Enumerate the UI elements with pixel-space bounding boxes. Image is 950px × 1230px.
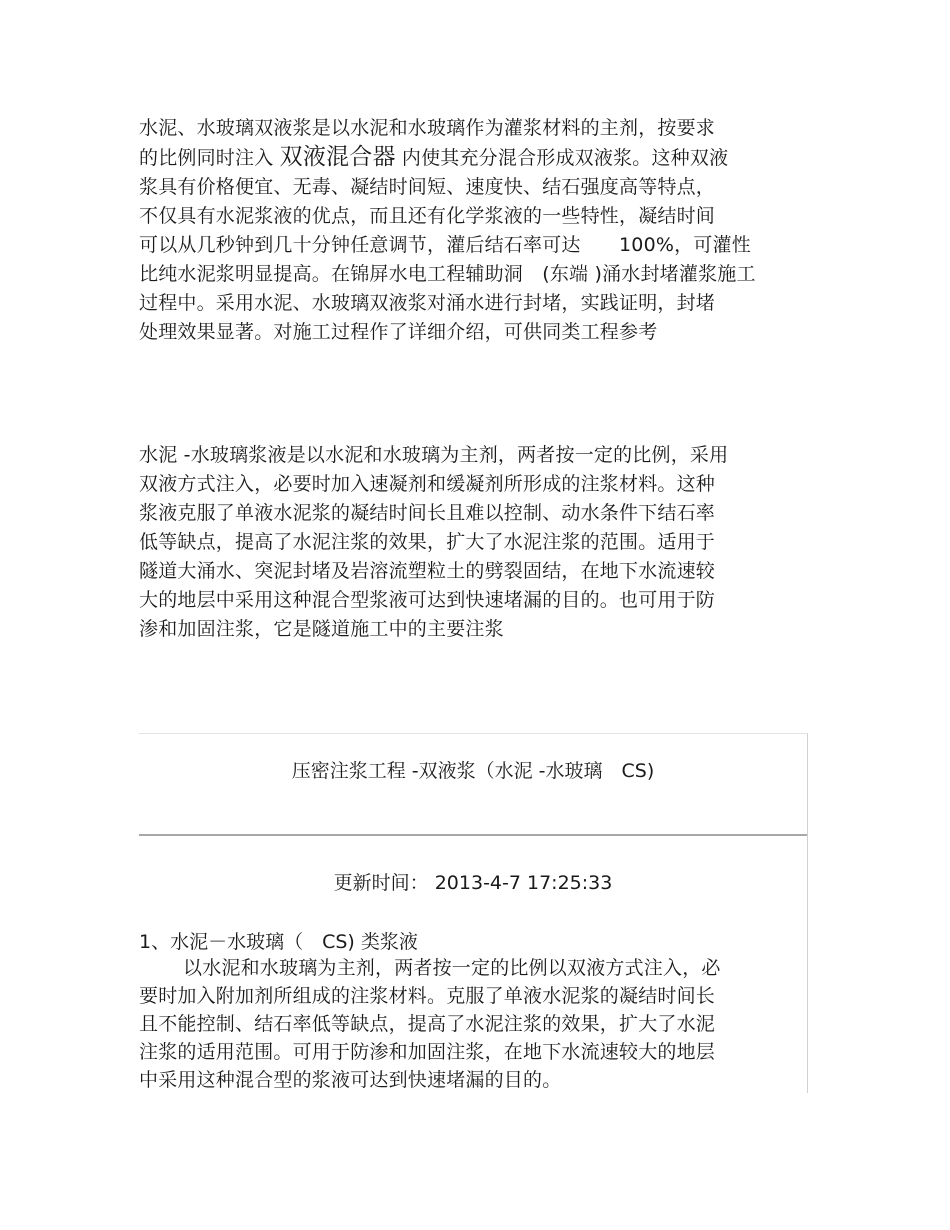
text-line: 要时加入附加剂所组成的注浆材料。克服了单液水泥浆的凝结时间长 [139, 985, 716, 1007]
text-line: 以水泥和水玻璃为主剂，两者按一定的比例以双液方式注入，必 [183, 957, 721, 979]
text-line: 处理效果显著。对施工过程作了详细介绍，可供同类工程参考 [139, 321, 658, 343]
text-line: 浆具有价格便宜、无毒、凝结时间短、速度快、结石强度高等特点， [139, 176, 716, 198]
text-line: 可以从几秒钟到几十分钟任意调节，灌后结石率可达 100%，可灌性 [139, 234, 751, 256]
text-line: 低等缺点，提高了水泥注浆的效果，扩大了水泥注浆的范围。适用于 [139, 531, 716, 553]
update-time-row [139, 868, 807, 898]
text-line: 大的地层中采用这种混合型浆液可达到快速堵漏的目的。也可用于防 [139, 589, 716, 611]
text-line: 注浆的适用范围。可用于防渗和加固注浆，在地下水流速较大的地层 [139, 1041, 716, 1063]
text-line: 水泥、水玻璃双液浆是以水泥和水玻璃作为灌浆材料的主剂，按要求 [139, 117, 716, 139]
second-paragraph [139, 441, 728, 644]
section-body [139, 954, 721, 1094]
text-line: 中采用这种混合型的浆液可达到快速堵漏的目的。 [139, 1069, 562, 1091]
intro-paragraph [139, 114, 756, 347]
text-line: 浆液克服了单液水泥浆的凝结时间长且难以控制、动水条件下结石率 [139, 502, 716, 524]
title-divider [139, 834, 807, 836]
section-heading: 1、水泥－水玻璃（ CS) 类浆液 [139, 931, 418, 953]
text-line: 渗和加固注浆，它是隧道施工中的主要注浆 [139, 618, 504, 640]
text-line: 双液方式注入，必要时加入速凝剂和缓凝剂所形成的注浆材料。这种 [139, 473, 716, 495]
text-line [139, 143, 756, 173]
text-line: 且不能控制、结石率低等缺点，提高了水泥注浆的效果，扩大了水泥 [139, 1013, 716, 1035]
text-line: 过程中。采用水泥、水玻璃双液浆对涌水进行封堵，实践证明，封堵 [139, 292, 716, 314]
article-box [139, 733, 808, 1093]
text-line: 隧道大涌水、突泥封堵及岩溶流塑粒土的劈裂固结，在地下水流速较 [139, 560, 716, 582]
text-line: 水泥 -水玻璃浆液是以水泥和水玻璃为主剂，两者按一定的比例，采用 [139, 444, 729, 466]
text-fragment: 内使其充分混合形成双液浆。这种双液 [395, 147, 729, 169]
mixer-term: 双液混合器 [279, 144, 396, 170]
article-title: 压密注浆工程 -双液浆（水泥 -水玻璃 CS) [291, 760, 655, 782]
update-label: 更新时间： [333, 872, 429, 894]
update-timestamp: 2013-4-7 17:25:33 [434, 872, 613, 894]
text-line: 比纯水泥浆明显提高。在锦屏水电工程辅助洞 (东端 )涌水封堵灌浆施工 [139, 263, 756, 285]
text-fragment: 的比例同时注入 [139, 147, 280, 169]
text-line: 不仅具有水泥浆液的优点，而且还有化学浆液的一些特性，凝结时间 [139, 205, 716, 227]
